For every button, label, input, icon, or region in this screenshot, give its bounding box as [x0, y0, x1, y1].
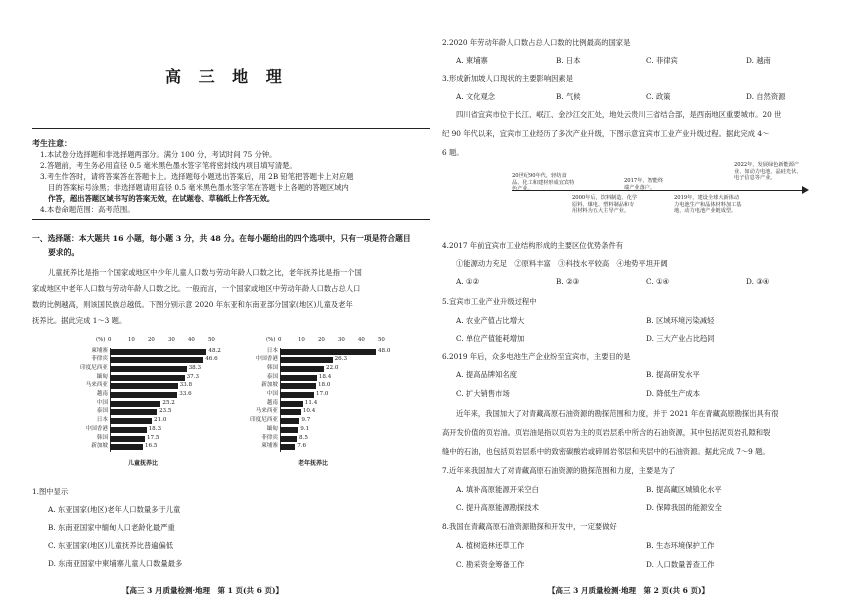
data-label: 33.6 [179, 391, 192, 397]
note-line: 作答，超出答题区域书写的答案无效，在试题卷、草稿纸上作答无效。 [48, 194, 275, 203]
q5-option-c: C. 单位产值能耗增加 [456, 334, 525, 343]
bar [110, 392, 177, 398]
section-title-cont: 要求的。 [48, 248, 80, 257]
timeline-entry-1990s: 20世纪90年代，轻纺食品、化工和建材形成宜宾特色产业。 [512, 173, 575, 193]
category-label: 泰国 [96, 408, 108, 415]
question-5: 5.宜宾市工业产业升级过程中 [442, 297, 537, 306]
bar [280, 375, 317, 381]
axis-unit: (%) [96, 337, 106, 343]
data-label: 10.4 [302, 408, 316, 415]
data-label: 48.2 [208, 347, 221, 354]
q5-option-d: D. 三大产业占比趋同 [646, 334, 715, 343]
notes-heading: 考生注意： [32, 138, 72, 148]
axis-unit: (%) [266, 337, 276, 343]
axis-tick-label: 40 [358, 337, 365, 343]
intro2-line: 四川省宜宾市位于长江、岷江、金沙江交汇处，地处云贵川三省结合部，是西南地区重要城市。20 世 [456, 110, 782, 119]
bar [280, 409, 301, 415]
q8-option-a: A. 植树造林还草工作 [456, 541, 525, 550]
q3-option-d: D. 自然资源 [746, 92, 786, 101]
intro3-line: 近年来，我国加大了对青藏高原石油资源的勘探范围和力度，并于 2021 年在青藏高原勘探出具有很 [456, 409, 779, 418]
bar [280, 418, 299, 424]
q6-option-c: C. 扩大销售市场 [456, 389, 510, 398]
category-label: 菲律宾 [261, 434, 278, 441]
bar [110, 366, 187, 372]
q1-option-d: D. 东南亚国家中柬埔寨儿童人口数量最多 [48, 559, 183, 568]
q8-option-c: C. 勘采资金筹备工作 [456, 560, 525, 569]
q2-option-d: D. 越南 [746, 56, 771, 65]
note-line: 2.答题前，考生务必用直径 0.5 毫米黑色墨水签字笔将密封线内项目填写清楚。 [40, 161, 297, 170]
bar [110, 409, 157, 415]
intro2-line: 6 题。 [442, 148, 464, 157]
chart-title: 儿童抚养比 [128, 460, 159, 468]
axis-tick-label: 0 [278, 337, 282, 343]
q6-option-a: A. 提高品牌知名度 [456, 370, 517, 379]
question-8: 8.我国在青藏高原石油资源勘探和开发中，一定要做好 [442, 522, 617, 531]
bar [280, 383, 316, 389]
q3-option-b: B. 气候 [556, 92, 581, 101]
category-label: 中国香港 [255, 356, 278, 363]
axis-tick-label: 20 [318, 337, 325, 343]
exam-title: 高 三 地 理 [165, 67, 288, 86]
bar [280, 392, 314, 398]
q7-option-b: B. 提高藏区城镇化水平 [646, 485, 722, 494]
q6-option-d: D. 降低生产成本 [646, 389, 701, 398]
q6-option-b: B. 提高研发水平 [646, 370, 700, 379]
header-rule [32, 128, 430, 129]
data-label: 48.0 [378, 347, 391, 354]
q2-option-a: A. 柬埔寨 [456, 56, 488, 65]
category-label: 中国 [266, 391, 278, 397]
category-label: 缅甸 [266, 425, 278, 432]
bar [110, 383, 178, 389]
data-label: 25.2 [162, 399, 175, 406]
data-label: 16.5 [145, 443, 158, 450]
data-label: 22.0 [326, 364, 339, 371]
bar [280, 366, 324, 372]
bar [280, 401, 303, 407]
intro-line: 抚养比。据此完成 1～3 题。 [32, 316, 127, 325]
category-label: 印度尼西亚 [250, 417, 278, 424]
question-7: 7.近年来我国加大了对青藏高原石油资源的勘探范围和力度，主要是为了 [442, 466, 676, 475]
industry-timeline [512, 162, 812, 230]
bar [280, 427, 298, 433]
q1-option-a: A. 东亚国家(地区)老年人口数量多于儿童 [48, 505, 181, 514]
q5-option-a: A. 农业产值占比增大 [456, 316, 525, 325]
q1-option-c: C. 东亚国家(地区)儿童抚养比普遍偏低 [48, 541, 174, 550]
q4-option-b: B. ②③ [556, 277, 580, 286]
category-label: 印度尼西亚 [80, 364, 108, 371]
page-2 [432, 0, 860, 607]
data-label: 18.0 [318, 382, 331, 389]
q7-option-d: D. 保障我国的能源安全 [646, 503, 722, 512]
data-label: 33.8 [179, 382, 193, 389]
timeline-entry-2019: 2019年，建设全球大新体动力电池生产和晶体材料加工基地，动力电池产业链成型。 [674, 195, 742, 215]
category-label: 越南 [266, 399, 278, 406]
q4-option-d: D. ③④ [746, 277, 770, 286]
note-line: 目的答案标号涂黑；非选择题请用直径 0.5 毫米黑色墨水签字笔在答题卡上各题的答题区域内 [48, 183, 349, 192]
axis-tick-label: 20 [148, 337, 155, 343]
bar [110, 436, 145, 442]
data-label: 37.3 [186, 373, 200, 380]
axis-tick-label: 50 [208, 337, 215, 343]
notes-rule [32, 219, 430, 220]
q3-option-c: C. 政策 [646, 92, 671, 101]
category-label: 缅甸 [96, 373, 108, 380]
question-1: 1.图中显示 [32, 487, 69, 496]
chart-title: 老年抚养比 [298, 460, 329, 468]
q2-option-c: C. 菲律宾 [646, 56, 678, 65]
category-label: 柬埔寨 [91, 347, 108, 354]
q7-option-a: A. 填补高原能源开采空白 [456, 485, 539, 494]
axis-tick-label: 10 [128, 337, 135, 343]
data-label: 26.3 [334, 356, 348, 363]
note-line: 4.本卷命题范围：高考范围。 [40, 205, 135, 214]
axis-tick-label: 50 [378, 337, 385, 343]
category-label: 中国 [96, 399, 108, 406]
category-label: 新加坡 [91, 443, 108, 450]
bar [110, 427, 147, 433]
bar [110, 444, 143, 450]
timeline-entry-2022: 2022年，发展绿色新能源产业，如动力电池、晶硅光伏、电子信息等产业。 [734, 162, 802, 182]
child-dependency-chart [66, 336, 226, 476]
data-label: 9.7 [301, 417, 311, 424]
data-label: 38.3 [188, 364, 202, 371]
category-label: 马来西亚 [85, 382, 108, 389]
bar [280, 357, 333, 363]
category-label: 日本 [96, 417, 108, 424]
category-label: 马来西亚 [255, 408, 278, 415]
category-label: 越南 [96, 391, 108, 397]
bar [110, 357, 203, 363]
axis-tick-label: 30 [338, 337, 345, 343]
data-label: 7.6 [297, 443, 307, 450]
note-line: 1.本试卷分选择题和非选择题两部分。满分 100 分，考试时间 75 分钟。 [40, 150, 277, 159]
bar [280, 436, 297, 442]
bar [110, 418, 152, 424]
category-label: 中国香港 [85, 425, 108, 432]
note-line: 3.考生作答时，请将答案答在答题卡上。选择题每小题选出答案后，用 2B 铅笔把答题卡上对应题 [40, 172, 354, 181]
data-label: 18.3 [148, 425, 162, 432]
q8-option-b: B. 生态环境保护工作 [646, 541, 715, 550]
category-label: 新加坡 [261, 382, 278, 389]
data-label: 11.4 [304, 399, 318, 406]
bar [110, 349, 206, 355]
intro3-line: 高开发价值的页岩油。页岩油是指以页岩为主的页岩层系中所含的石油资源，其中包括泥页岩孔隙和裂 [442, 428, 771, 437]
q8-option-d: D. 人口数量普查工作 [646, 560, 715, 569]
data-label: 18.4 [318, 373, 332, 380]
question-6: 6.2019 年后，众多电池生产企业纷至宜宾市，主要目的是 [442, 352, 631, 361]
intro2-line: 纪 90 年代以来，宜宾市工业经历了多次产业升级，下图示意宜宾市工业产业升级过程。据此完成 4～ [442, 129, 770, 138]
intro-line: 儿童抚养比是指一个国家或地区中少年儿童人口数与劳动年龄人口数之比，老年抚养比是指一个国 [48, 268, 362, 277]
q7-option-c: C. 提升高原能源勘探技术 [456, 503, 539, 512]
data-label: 46.6 [205, 356, 218, 363]
question-4: 4.2017 年前宜宾市工业结构形成的主要区位优势条件有 [442, 241, 624, 250]
bar [110, 375, 185, 381]
category-label: 韩国 [96, 434, 108, 441]
axis-tick-label: 10 [298, 337, 305, 343]
timeline-arrow-icon [802, 186, 809, 194]
data-label: 17.0 [316, 391, 329, 397]
category-label: 柬埔寨 [261, 443, 278, 450]
category-label: 菲律宾 [91, 356, 108, 363]
q5-option-b: B. 区域环境污染减轻 [646, 316, 715, 325]
bar [280, 349, 376, 355]
data-label: 17.5 [147, 434, 160, 441]
category-label: 韩国 [266, 364, 278, 371]
axis-tick-label: 30 [168, 337, 175, 343]
page-1-footer: 【高三 3 月质量检测·地理 第 1 页(共 6 页)】 [122, 586, 284, 595]
axis-tick-label: 0 [108, 337, 112, 343]
q2-option-b: B. 日本 [556, 56, 581, 65]
bar [280, 444, 295, 450]
q4-option-c: C. ①④ [646, 277, 670, 286]
section-title: 一、选择题：本大题共 16 小题，每小题 3 分，共 48 分。在每小题给出的四个选项中，只有一项是符合题目 [32, 234, 411, 243]
q3-option-a: A. 文化观念 [456, 92, 496, 101]
category-label: 日本 [266, 347, 278, 354]
timeline-entry-2000: 2000年后，饮料制造、化学原料、煤电、塑料制品和专用材料为五大主导产业。 [572, 195, 638, 215]
question-3: 3.形成新加坡人口现状的主要影响因素是 [442, 74, 574, 83]
q4-option-a: A. ①② [456, 277, 479, 286]
bar [110, 401, 160, 407]
data-label: 8.5 [299, 434, 308, 441]
data-label: 23.5 [159, 408, 172, 415]
data-label: 9.1 [300, 425, 310, 432]
timeline-entry-2017: 2017年，智能终端产业落户。 [624, 178, 664, 191]
category-label: 泰国 [266, 373, 278, 380]
axis-tick-label: 40 [188, 337, 195, 343]
q4-items: ①能源动力充足 ②原料丰富 ③科技水平较高 ④地势平坦开阔 [456, 259, 668, 268]
intro-line: 家或地区中老年人口数与劳动年龄人口数之比。一般而言，一个国家或地区中劳动年龄人口数占总人口 [32, 284, 361, 293]
intro-line: 数的比例越高，则该国民族总越低。下图分别示意 2020 年东亚和东南亚部分国家(地区)儿童及老年 [32, 300, 353, 309]
page-2-footer: 【高三 3 月质量检测·地理 第 2 页(共 6 页)】 [548, 586, 710, 595]
elderly-dependency-chart [236, 336, 396, 476]
q1-option-b: B. 东南亚国家中缅甸人口老龄化最严重 [48, 523, 175, 532]
data-label: 21.0 [154, 417, 167, 424]
intro3-line: 缝中的石油，也包括页岩层系中的致密碳酸岩或碎屑岩邻层和夹层中的石油资源。据此完成 7～9 题。 [442, 447, 770, 456]
question-2: 2.2020 年劳动年龄人口数占总人口数的比例最高的国家是 [442, 38, 631, 47]
